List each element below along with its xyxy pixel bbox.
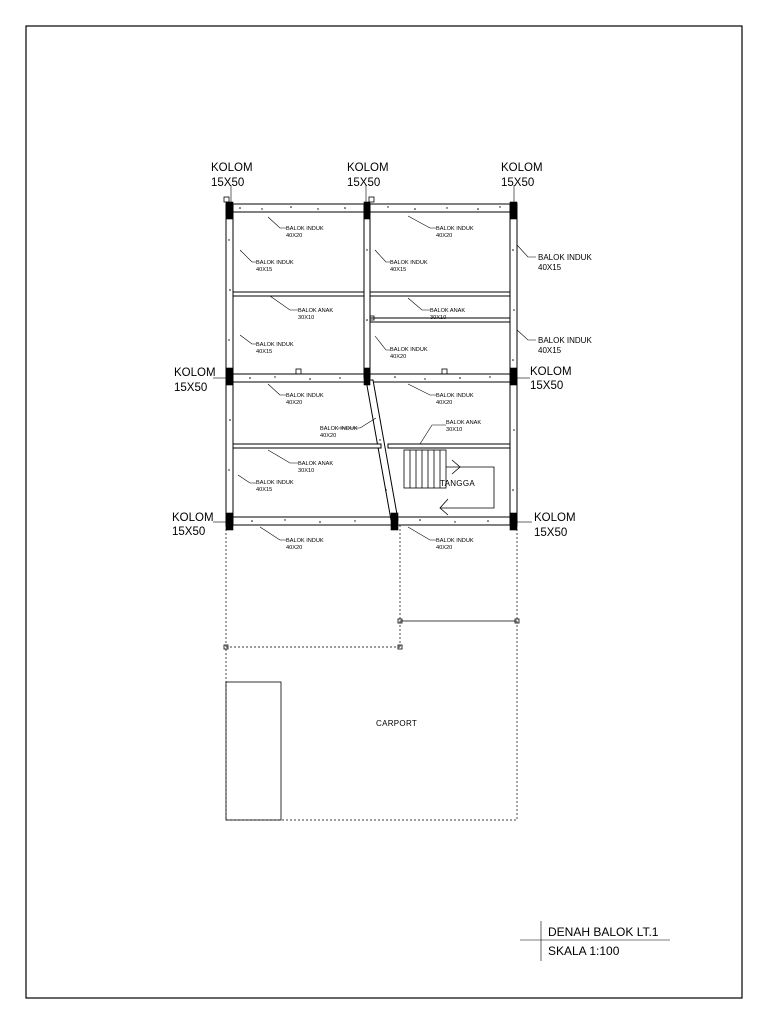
beam-label: BALOK INDUK — [286, 393, 324, 399]
column-mark — [510, 513, 517, 530]
beam-right — [510, 204, 517, 525]
side-beam-labels — [538, 253, 592, 355]
column-mark — [226, 513, 233, 530]
beam-label: BALOK INDUK — [390, 347, 428, 353]
beam-size: 30X10 — [446, 427, 463, 433]
corner-marker — [224, 197, 229, 202]
beam-anak-4 — [233, 444, 381, 448]
title-block — [520, 921, 670, 961]
column-mark — [364, 202, 370, 219]
side-beam-size: 40X15 — [538, 263, 562, 272]
beam-size: 40X15 — [390, 267, 407, 273]
beam-anak-5 — [388, 444, 510, 448]
side-beam-size: 40X15 — [538, 346, 562, 355]
beam-top — [226, 204, 516, 212]
beam-label: BALOK INDUK — [256, 342, 294, 348]
column-size: 15X50 — [174, 382, 208, 394]
beam-size: 40X20 — [436, 400, 453, 406]
beam-label: BALOK ANAK — [446, 420, 482, 426]
column-label: KOLOM — [174, 367, 216, 379]
beam-center-upper — [364, 204, 370, 378]
beam-size: 30X10 — [430, 315, 447, 321]
column-label: KOLOM — [530, 366, 572, 378]
beam-size: 30X10 — [298, 468, 315, 474]
beam-label: BALOK INDUK — [436, 393, 474, 399]
beam-label: BALOK INDUK — [286, 538, 324, 544]
column-size: 15X50 — [172, 526, 206, 538]
beam-size: 40X15 — [256, 267, 273, 273]
hatch-speckles — [228, 206, 514, 523]
beam-size: 40X20 — [436, 233, 453, 239]
column-mark — [510, 368, 517, 385]
column-size: 15X50 — [530, 380, 564, 392]
column-size: 15X50 — [501, 177, 535, 189]
column-size: 15X50 — [534, 527, 568, 539]
beam-label: BALOK ANAK — [298, 461, 334, 467]
column-label: KOLOM — [501, 162, 543, 174]
column-label: KOLOM — [534, 512, 576, 524]
beam-size: 40X20 — [286, 233, 303, 239]
beam-label: BALOK INDUK — [286, 226, 324, 232]
beam-label: BALOK INDUK — [256, 260, 294, 266]
corner-marker — [442, 369, 447, 374]
column-mark — [226, 202, 233, 219]
carport-outline — [224, 525, 519, 820]
beam-size: 30X10 — [298, 315, 315, 321]
beam-size: 40X15 — [256, 349, 273, 355]
column-size: 15X50 — [347, 177, 381, 189]
carport-storage-block — [226, 682, 281, 820]
beam-anak-2 — [370, 292, 510, 296]
corner-marker — [296, 369, 301, 374]
carport-label: CARPORT — [376, 719, 418, 728]
beam-size: 40X15 — [256, 487, 273, 493]
beam-label: BALOK INDUK — [436, 226, 474, 232]
beam-label: BALOK INDUK — [320, 426, 358, 432]
beam-size: 40X20 — [390, 354, 407, 360]
beam-label: BALOK INDUK — [436, 538, 474, 544]
beam-label: BALOK INDUK — [390, 260, 428, 266]
column-label: KOLOM — [172, 512, 214, 524]
beam-size: 40X20 — [286, 545, 303, 551]
beam-label: BALOK ANAK — [430, 308, 466, 314]
corner-marker — [369, 197, 374, 202]
beam-label: BALOK INDUK — [256, 480, 294, 486]
stair-arrowhead — [440, 499, 448, 515]
beam-diagonal — [366, 380, 398, 520]
column-label: KOLOM — [347, 162, 389, 174]
beam-left — [226, 204, 233, 525]
structure — [224, 197, 517, 525]
beam-label: BALOK ANAK — [298, 308, 334, 314]
side-beam-label: BALOK INDUK — [538, 253, 592, 262]
column-mark — [391, 513, 398, 530]
beam-size: 40X20 — [320, 433, 337, 439]
beam-size: 40X20 — [436, 545, 453, 551]
column-size: 15X50 — [211, 177, 245, 189]
column-mark — [510, 202, 517, 219]
beam-size: 40X20 — [286, 400, 303, 406]
beam-bottom — [226, 517, 516, 525]
side-beam-label: BALOK INDUK — [538, 336, 592, 345]
column-mark — [364, 368, 370, 385]
drawing-title: DENAH BALOK LT.1 — [548, 925, 659, 939]
column-mark — [226, 368, 233, 385]
beam-anak-1 — [233, 292, 364, 296]
stair-label: TANGGA — [440, 479, 475, 488]
column-label: KOLOM — [211, 162, 253, 174]
drawing-scale: SKALA 1:100 — [548, 944, 620, 958]
